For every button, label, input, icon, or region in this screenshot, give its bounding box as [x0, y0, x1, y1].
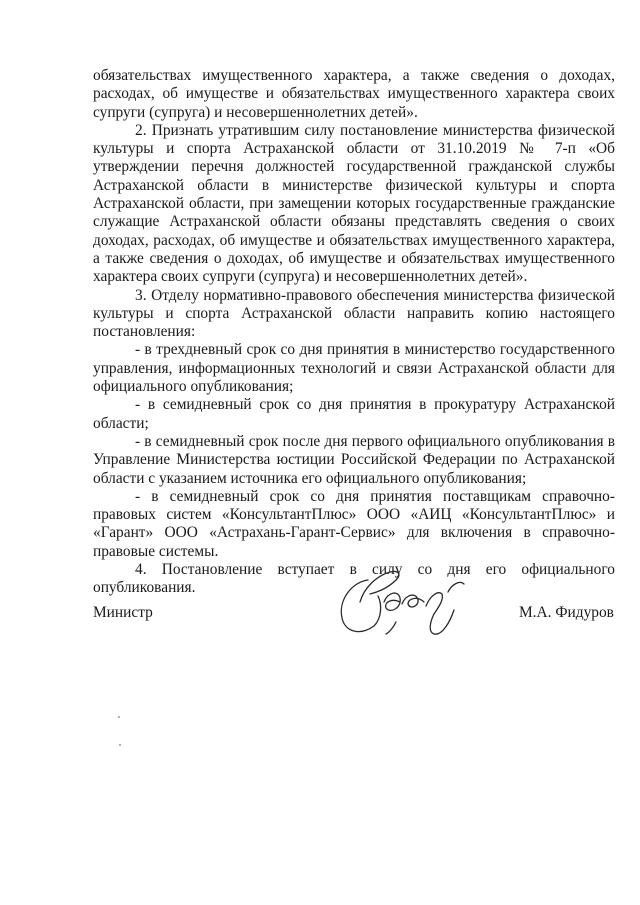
signatory-name: М.А. Фидуров — [519, 604, 614, 621]
paragraph-continuation: обязательствах имущественного характера, а также сведения о доходах, расходах, об имуществе и обязательствах имущественного характера своих супруги (супруга) и несовершеннолетних детей». — [93, 67, 615, 121]
handwritten-signature — [330, 562, 480, 644]
paragraph-3-item-2: - в семидневный срок со дня принятия в прокуратуру Астраханской области; — [93, 396, 615, 432]
signatory-title: Министр — [93, 604, 153, 621]
paragraph-3-item-1: - в трехдневный срок со дня принятия в министерство государственного управления, информационных технологий и связи Астраханской области для официального опубликования; — [93, 341, 615, 396]
scan-speck — [119, 744, 121, 746]
paragraph-3-item-4: - в семидневный срок со дня принятия поставщикам справочно-правовых систем «КонсультантПлюс» ООО «АИЦ «КонсультантПлюс» и «Гарант» ООО «Астрахань-Гарант-Сервис» для включения в справочно-правовые системы. — [93, 487, 615, 560]
document-body — [93, 67, 615, 598]
paragraph-3-item-3: - в семидневный срок после дня первого официального опубликования в Управление Министерства юстиции Российской Федерации по Астраханской области с указанием источника его официального опубликования; — [93, 432, 615, 487]
paragraph-3: 3. Отделу нормативно-правового обеспечения министерства физической культуры и спорта Астраханской области направить копию настоящего постановления: — [93, 286, 615, 341]
paragraph-2: 2. Признать утратившим силу постановление министерства физической культуры и спорта Астраханской области от 31.10.2019 № 7-п «Об утверждении перечня должностей государственной гражданской службы Астраханской области в министерстве физической культуры и спорта Астраханской области, при замещении которых государственные гражданские служащие Астраханской области обязаны представлять сведения о своих доходах, расходах, об имуществе и обязательствах имущественного характера, а также сведения о доходах, об имуществе и обязательствах имущественного характера своих супруги (супруга) и несовершеннолетних детей». — [93, 121, 615, 286]
paragraph-4: 4. Постановление вступает в силу со дня его официального опубликования. — [93, 561, 615, 597]
scan-speck — [118, 716, 120, 718]
